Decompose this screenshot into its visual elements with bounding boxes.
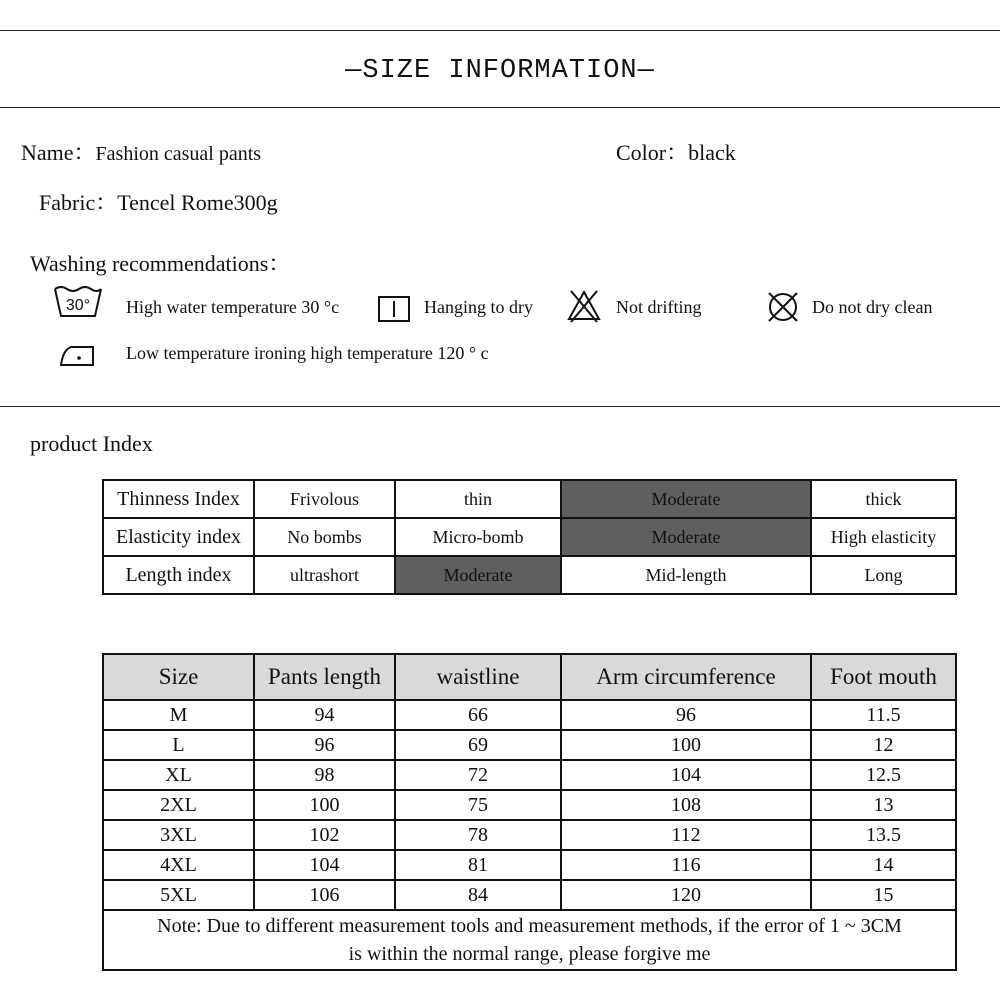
size-cell: 4XL — [103, 850, 254, 880]
size-column-header: Size — [103, 654, 254, 700]
wash-temp-text: High water temperature 30 °c — [126, 297, 340, 317]
washing-heading: Washing recommendations： — [30, 251, 291, 276]
page-title: —SIZE INFORMATION— — [345, 56, 655, 86]
section-divider — [0, 406, 1000, 407]
size-cell: 96 — [254, 730, 395, 760]
size-cell: 84 — [395, 880, 561, 910]
size-cell: 14 — [811, 850, 956, 880]
size-row — [103, 880, 956, 910]
index-option: thick — [811, 480, 956, 518]
index-option: Long — [811, 556, 956, 594]
size-cell: 96 — [561, 700, 811, 730]
iron-text: Low temperature ironing high temperature 120 ° c — [126, 343, 489, 363]
hang-dry-icon — [378, 296, 410, 322]
no-bleach-text: Not drifting — [616, 297, 702, 317]
index-option: thin — [395, 480, 561, 518]
hang-dry-text: Hanging to dry — [424, 297, 533, 317]
size-cell: 100 — [254, 790, 395, 820]
size-row — [103, 760, 956, 790]
index-row-label: Thinness Index — [103, 480, 254, 518]
size-row — [103, 730, 956, 760]
no-dry-clean-text: Do not dry clean — [812, 297, 933, 317]
size-cell: 78 — [395, 820, 561, 850]
index-option: Mid-length — [561, 556, 811, 594]
size-cell: 102 — [254, 820, 395, 850]
index-option: Moderate — [561, 518, 811, 556]
index-option: Moderate — [395, 556, 561, 594]
product-index-heading: product Index — [30, 431, 153, 456]
index-row — [103, 518, 956, 556]
index-row — [103, 556, 956, 594]
size-cell: L — [103, 730, 254, 760]
size-cell: XL — [103, 760, 254, 790]
do-not-bleach-icon — [567, 289, 601, 323]
size-column-header: Pants length — [254, 654, 395, 700]
name-value: Fashion casual pants — [95, 143, 262, 165]
note-line-2: is within the normal range, please forgive me — [348, 943, 711, 965]
size-cell: 11.5 — [811, 700, 956, 730]
fabric-value: Tencel Rome300g — [117, 190, 278, 215]
size-cell: 5XL — [103, 880, 254, 910]
size-cell: 75 — [395, 790, 561, 820]
note-row — [103, 910, 956, 970]
size-cell: 104 — [254, 850, 395, 880]
size-column-header: Foot mouth — [811, 654, 956, 700]
color-label: Color： — [616, 140, 689, 165]
color-field — [616, 136, 736, 167]
size-cell: 94 — [254, 700, 395, 730]
name-field — [21, 136, 261, 167]
size-table-header — [103, 654, 956, 700]
iron-low-icon — [59, 342, 97, 368]
index-option: No bombs — [254, 518, 395, 556]
size-cell: 120 — [561, 880, 811, 910]
index-option: Micro-bomb — [395, 518, 561, 556]
size-cell: 13.5 — [811, 820, 956, 850]
size-cell: 13 — [811, 790, 956, 820]
name-label: Name： — [21, 140, 96, 165]
size-cell: 104 — [561, 760, 811, 790]
product-index-table — [102, 479, 957, 595]
size-column-header: Arm circumference — [561, 654, 811, 700]
title-divider — [0, 107, 1000, 108]
size-cell: 98 — [254, 760, 395, 790]
size-cell: M — [103, 700, 254, 730]
size-cell: 72 — [395, 760, 561, 790]
note-cell — [103, 910, 956, 970]
size-cell: 106 — [254, 880, 395, 910]
index-row — [103, 480, 956, 518]
index-option: High elasticity — [811, 518, 956, 556]
size-row — [103, 700, 956, 730]
color-value: black — [688, 140, 736, 165]
size-column-header: waistline — [395, 654, 561, 700]
fabric-field — [39, 186, 278, 217]
size-row — [103, 820, 956, 850]
index-option: ultrashort — [254, 556, 395, 594]
size-cell: 3XL — [103, 820, 254, 850]
do-not-dry-clean-icon — [766, 290, 800, 324]
size-cell: 108 — [561, 790, 811, 820]
size-cell: 2XL — [103, 790, 254, 820]
wash-temp-label: 30° — [65, 297, 91, 314]
size-cell: 81 — [395, 850, 561, 880]
size-table — [102, 653, 957, 971]
size-cell: 12 — [811, 730, 956, 760]
index-option: Frivolous — [254, 480, 395, 518]
size-cell: 66 — [395, 700, 561, 730]
size-row — [103, 850, 956, 880]
size-cell: 15 — [811, 880, 956, 910]
size-cell: 69 — [395, 730, 561, 760]
index-row-label: Elasticity index — [103, 518, 254, 556]
top-divider — [0, 30, 1000, 31]
note-line-1: Note: Due to different measurement tools and measurement methods, if the error of 1 ~ 3CM — [157, 915, 902, 937]
size-cell: 100 — [561, 730, 811, 760]
index-row-label: Length index — [103, 556, 254, 594]
size-cell: 112 — [561, 820, 811, 850]
index-option: Moderate — [561, 480, 811, 518]
fabric-label: Fabric： — [39, 190, 118, 215]
size-cell: 116 — [561, 850, 811, 880]
size-cell: 12.5 — [811, 760, 956, 790]
wash-30-icon — [53, 285, 103, 319]
size-row — [103, 790, 956, 820]
